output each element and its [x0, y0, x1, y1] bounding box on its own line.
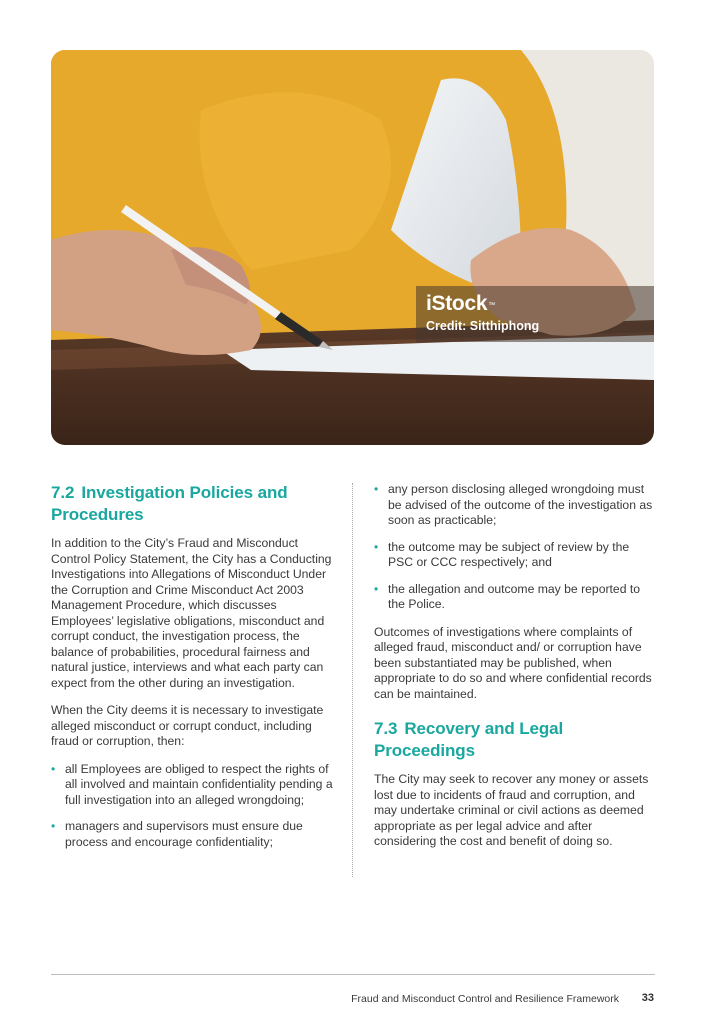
page-number: 33: [641, 992, 654, 1004]
header-photo: [51, 50, 654, 445]
photo-credit-text: Credit: Sitthiphong: [426, 319, 540, 333]
footer-divider: [51, 974, 655, 975]
section-7-3-heading: [374, 718, 656, 762]
section-7-2-para-2: When the City deems it is necessary to investigate alleged misconduct or corrupt conduct, including fraud or corruption, then:: [51, 703, 324, 748]
list-item: • managers and supervisors must ensure due process and encourage confidentiality;: [51, 819, 335, 850]
section-7-2-bullets-right: [374, 482, 656, 613]
list-item: • any person disclosing alleged wrongdoing must be advised of the outcome of the investigation as soon as practicable;: [374, 482, 656, 529]
photo-credit: [416, 286, 654, 342]
section-7-2-para-1: In addition to the City’s Fraud and Misconduct Control Policy Statement, the City has a Conducting Investigations into Allegations of Misconduct Under the Corruption and Crime Misconduct Act 2003 Management Procedure, which discusses Employees’ legislative obligations, misconduct and corrupt conduct, the investigation process, the balance of probabilities, procedural fairness and natural justice, interviews and what each party can expect from the other during an investigation.: [51, 536, 332, 690]
photo-hand-writing-document-icon: [51, 50, 654, 445]
section-7-2-number: 7.2: [51, 483, 75, 502]
section-7-3-para-1: The City may seek to recover any money or assets lost due to incidents of fraud and corruption, and may undertake criminal or civil actions as deemed appropriate as per legal advice and after considering the cost and benefit of doing so.: [374, 772, 649, 848]
section-7-2-heading: [51, 482, 335, 526]
right-column: [374, 482, 656, 862]
section-7-3-number: 7.3: [374, 719, 398, 738]
istock-logo: iStock™: [426, 292, 495, 315]
list-item: • the allegation and outcome may be reported to the Police.: [374, 582, 656, 613]
section-7-3-title: Recovery and Legal Proceedings: [374, 719, 564, 760]
list-item: • all Employees are obliged to respect the rights of all involved and maintain confidentiality pending a full investigation into an alleged wrongdoing;: [51, 762, 335, 809]
section-7-2-para-3: Outcomes of investigations where complaints of alleged fraud, misconduct and/ or corruption have been substantiated may be published, when appropriate to do so and where confidential records can be maintained.: [374, 624, 652, 701]
column-divider: [352, 483, 353, 877]
list-item: • the outcome may be subject of review by the PSC or CCC respectively; and: [374, 540, 656, 571]
section-7-2-title: Investigation Policies and Procedures: [51, 483, 288, 524]
left-column: [51, 482, 335, 862]
section-7-2-bullets-left: [51, 762, 335, 851]
footer-title: Fraud and Misconduct Control and Resilience Framework: [351, 993, 619, 1005]
